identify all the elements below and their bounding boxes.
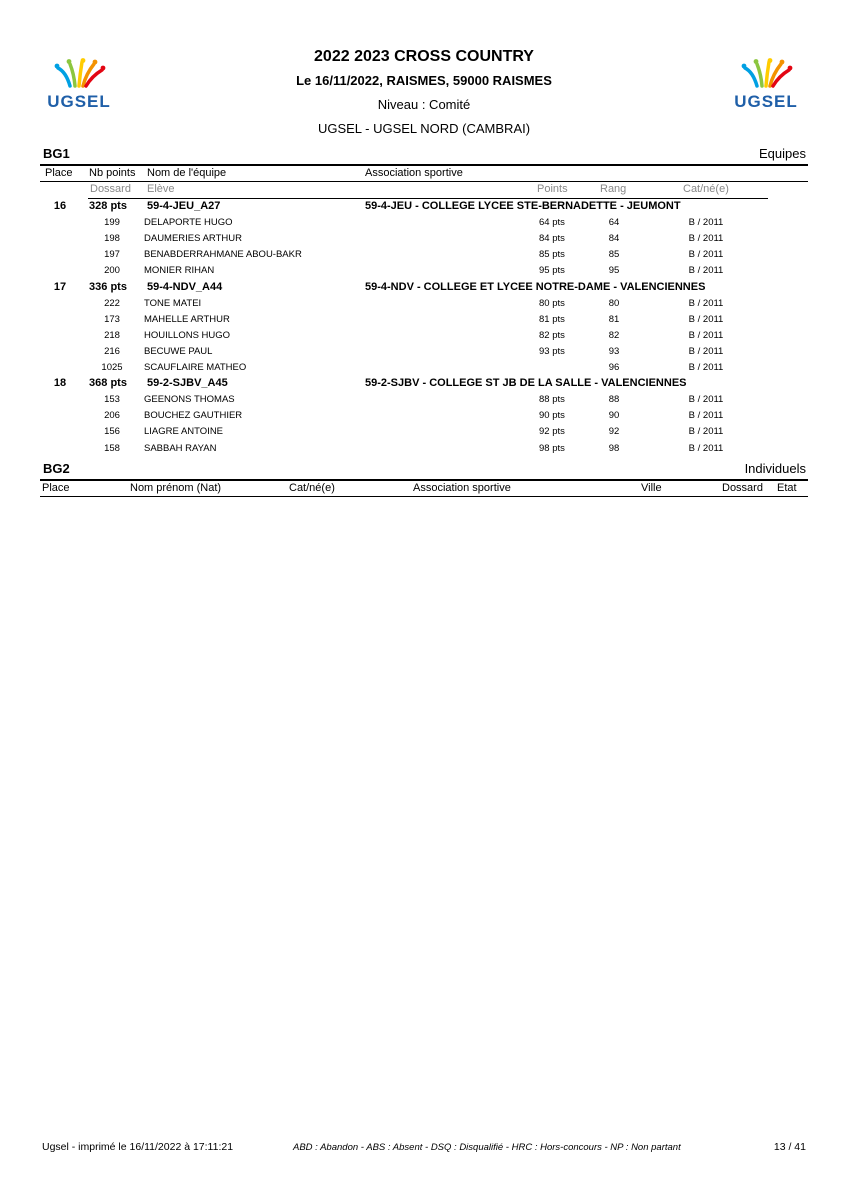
member-rang: 81 (608, 313, 620, 325)
col-header-association: Association sportive (365, 167, 463, 179)
member-name: DAUMERIES ARTHUR (144, 233, 243, 245)
divider (40, 496, 808, 497)
logo-text: UGSEL (47, 92, 111, 111)
member-name: SCAUFLAIRE MATHEO (144, 362, 247, 373)
col-header-place: Place (42, 482, 70, 494)
print-info: Ugsel - imprimé le 16/11/2022 à 17:11:21 (42, 1141, 234, 1153)
divider (40, 181, 808, 182)
member-name: GEENONS THOMAS (144, 394, 235, 406)
member-dossard: 173 (104, 313, 120, 325)
team-association: 59-4-NDV - COLLEGE ET LYCEE NOTRE-DAME - VALENCIENNES (365, 280, 706, 293)
col-header-ville: Ville (641, 482, 662, 494)
section-type: Equipes (759, 146, 806, 161)
member-points: 95 pts (539, 265, 565, 277)
member-name: BENABDERRAHMANE ABOU-BAKR (144, 249, 302, 261)
member-points: 92 pts (539, 426, 565, 438)
member-name: MONIER RIHAN (144, 265, 215, 277)
section-type: Individuels (744, 461, 806, 476)
member-dossard: 218 (104, 329, 120, 341)
member-name: LIAGRE ANTOINE (144, 426, 224, 438)
member-name: BOUCHEZ GAUTHIER (144, 410, 243, 422)
member-cat: B / 2011 (688, 313, 724, 325)
member-cat: B / 2011 (688, 394, 724, 406)
member-points: 85 pts (539, 249, 565, 261)
member-points: 84 pts (539, 233, 565, 245)
member-cat: B / 2011 (688, 426, 724, 438)
member-points: 90 pts (539, 410, 565, 422)
col-header-eleve: Elève (147, 183, 175, 195)
col-header-team: Nom de l'équipe (147, 167, 227, 179)
member-rang: 85 (608, 249, 620, 261)
divider (88, 198, 768, 199)
member-dossard: 1025 (101, 362, 123, 373)
logo-text: UGSEL (734, 92, 798, 111)
member-points: 80 pts (539, 297, 565, 309)
col-header-association: Association sportive (413, 482, 511, 494)
member-name: BECUWE PAUL (144, 345, 213, 357)
member-name: MAHELLE ARTHUR (144, 313, 230, 325)
team-name: 59-4-NDV_A44 (147, 280, 223, 293)
member-dossard: 222 (104, 297, 120, 309)
team-association: 59-2-SJBV - COLLEGE ST JB DE LA SALLE - VALENCIENNES (365, 377, 687, 390)
col-header-nb-points: Nb points (89, 167, 136, 179)
member-dossard: 198 (104, 233, 120, 245)
member-points: 88 pts (539, 394, 565, 406)
member-dossard: 216 (104, 345, 120, 357)
member-points: 82 pts (539, 329, 565, 341)
member-cat: B / 2011 (688, 410, 724, 422)
member-dossard: 153 (104, 394, 120, 406)
member-name: DELAPORTE HUGO (144, 217, 233, 229)
divider (40, 164, 808, 166)
member-cat: B / 2011 (688, 442, 724, 454)
member-cat: B / 2011 (688, 233, 724, 245)
team-name: 59-2-SJBV_A45 (147, 377, 228, 390)
member-name: SABBAH RAYAN (144, 442, 217, 454)
member-rang: 98 (608, 442, 620, 454)
col-header-cat: Cat/né(e) (683, 183, 729, 195)
member-rang: 88 (608, 394, 620, 406)
col-header-points: Points (537, 183, 568, 195)
divider (40, 479, 808, 481)
member-points: 64 pts (539, 217, 565, 229)
event-subtitle: Le 16/11/2022, RAISMES, 59000 RAISMES (296, 73, 552, 88)
member-name: TONE MATEI (144, 297, 202, 309)
member-dossard: 200 (104, 265, 120, 277)
member-rang: 82 (608, 329, 620, 341)
member-cat: B / 2011 (688, 362, 724, 373)
level-label: Niveau : Comité (377, 97, 471, 112)
member-cat: B / 2011 (688, 345, 724, 357)
member-points: 81 pts (539, 313, 565, 325)
col-header-cat: Cat/né(e) (289, 482, 335, 494)
member-rang: 96 (608, 362, 620, 373)
team-points: 368 pts (89, 377, 127, 390)
col-header-name: Nom prénom (Nat) (130, 482, 222, 494)
member-dossard: 206 (104, 410, 120, 422)
team-association: 59-4-JEU - COLLEGE LYCEE STE-BERNADETTE - JEUMONT (365, 200, 681, 212)
member-rang: 95 (608, 265, 620, 277)
member-rang: 93 (608, 345, 620, 357)
team-points: 328 pts (89, 200, 127, 212)
col-header-dossard: Dossard (90, 183, 131, 195)
section-label: BG2 (43, 461, 70, 476)
member-dossard: 197 (104, 249, 120, 261)
member-rang: 92 (608, 426, 620, 438)
member-rang: 84 (608, 233, 620, 245)
team-place: 16 (53, 200, 67, 212)
col-header-etat: Etat (777, 482, 797, 494)
team-place: 17 (53, 280, 67, 293)
member-points: 98 pts (539, 442, 565, 454)
member-name: HOUILLONS HUGO (144, 329, 231, 341)
member-cat: B / 2011 (688, 249, 724, 261)
member-points: 93 pts (539, 345, 565, 357)
member-cat: B / 2011 (688, 297, 724, 309)
member-dossard: 158 (104, 442, 120, 454)
organizer-label: UGSEL - UGSEL NORD (CAMBRAI) (317, 121, 531, 136)
member-rang: 80 (608, 297, 620, 309)
team-place: 18 (53, 377, 67, 390)
status-legend: ABD : Abandon - ABS : Absent - DSQ : Disqualifié - HRC : Hors-concours - NP : Non partant (293, 1142, 681, 1153)
team-name: 59-4-JEU_A27 (147, 200, 221, 212)
col-header-place: Place (45, 167, 73, 179)
section-label: BG1 (43, 146, 70, 161)
member-cat: B / 2011 (688, 329, 724, 341)
col-header-dossard: Dossard (722, 482, 763, 494)
member-rang: 64 (608, 217, 620, 229)
page-title: 2022 2023 CROSS COUNTRY (314, 48, 534, 65)
member-cat: B / 2011 (688, 265, 724, 277)
member-dossard: 199 (104, 217, 120, 229)
member-dossard: 156 (104, 426, 120, 438)
team-points: 336 pts (89, 280, 127, 293)
member-rang: 90 (608, 410, 620, 422)
page-number: 13 / 41 (773, 1141, 806, 1153)
col-header-rang: Rang (600, 183, 627, 195)
member-cat: B / 2011 (688, 217, 724, 229)
